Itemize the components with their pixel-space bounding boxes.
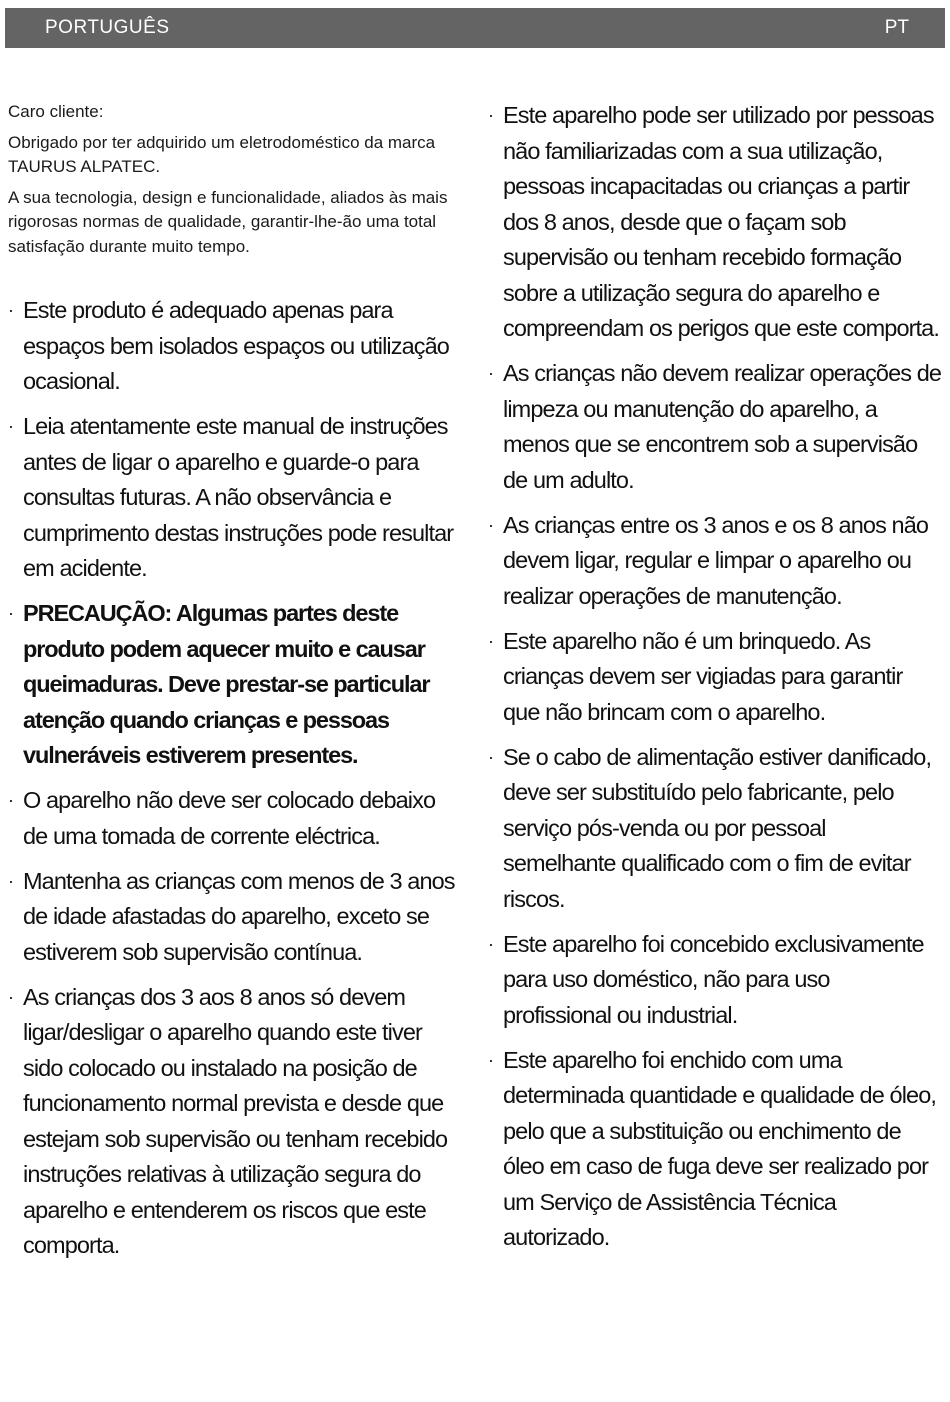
safety-list-right — [488, 98, 943, 1256]
safety-item-text: Este aparelho foi concebido exclusivamente para uso doméstico, não para uso profissional ou industrial. — [503, 930, 924, 1028]
bullet-icon: · — [488, 1049, 494, 1070]
safety-item — [488, 1043, 943, 1256]
safety-item — [488, 356, 943, 498]
bullet-icon: · — [488, 105, 494, 125]
bullet-icon: · — [8, 603, 13, 623]
safety-item — [488, 740, 943, 918]
language-code: PT — [884, 17, 909, 38]
right-column — [488, 98, 943, 1265]
safety-item — [8, 409, 460, 587]
language-label: PORTUGUÊS — [45, 17, 170, 38]
safety-item-warning — [8, 596, 460, 774]
safety-item — [488, 624, 943, 731]
safety-item — [8, 980, 460, 1264]
safety-item — [488, 98, 943, 347]
bullet-icon: · — [488, 630, 494, 651]
intro-section — [8, 100, 460, 259]
safety-item-text: Mantenha as crianças com menos de 3 anos de idade afastadas do aparelho, exceto se estiverem sob supervisão contínua. — [23, 867, 455, 965]
intro-paragraph-1: Obrigado por ter adquirido um eletrodoméstico da marca TAURUS ALPATEC. — [8, 132, 436, 176]
safety-item-text: Este aparelho não é um brinquedo. As crianças devem ser vigiadas para garantir que não brincam com o aparelho. — [503, 627, 903, 725]
safety-item-text: O aparelho não deve ser colocado debaixo de uma tomada de corrente eléctrica. — [23, 787, 436, 849]
bullet-icon: · — [488, 514, 494, 535]
bullet-icon: · — [8, 790, 14, 810]
safety-item — [488, 508, 943, 615]
bullet-icon: · — [8, 300, 14, 320]
safety-item-text: As crianças entre os 3 anos e os 8 anos não devem ligar, regular e limpar o aparelho ou realizar operações de manutenção. — [503, 511, 929, 609]
safety-item — [8, 293, 460, 400]
page-header-bar — [5, 8, 945, 48]
safety-item-text: Este aparelho foi enchido com uma determinada quantidade e qualidade de óleo, pelo que a substituição ou enchimento de óleo em caso de fuga deve ser realizado por um Serviço de Assistência Técnica autorizado. — [503, 1046, 936, 1250]
left-column — [8, 100, 460, 1273]
intro-paragraph-2: A sua tecnologia, design e funcionalidade, aliados às mais rigorosas normas de qualidade, garantir-lhe-ão uma total satisfação durante muito tempo. — [8, 187, 448, 256]
intro-greeting: Caro cliente: — [8, 102, 104, 121]
safety-item — [8, 783, 460, 854]
bullet-icon: · — [488, 933, 494, 954]
safety-item-text: Leia atentamente este manual de instruções antes de ligar o aparelho e guarde-o para consultas futuras. A não observância e cumprimento destas instruções pode resultar em acidente. — [23, 413, 454, 581]
safety-item — [488, 927, 943, 1034]
safety-item-text: Este produto é adequado apenas para espaços bem isolados espaços ou utilização ocasional. — [23, 297, 449, 394]
safety-item-text: As crianças não devem realizar operações de limpeza ou manutenção do aparelho, a menos que se encontrem sob a supervisão de um adulto. — [503, 360, 942, 493]
bullet-icon: · — [8, 416, 14, 436]
bullet-icon: · — [8, 870, 14, 891]
safety-item-text: As crianças dos 3 aos 8 anos só devem ligar/desligar o aparelho quando este tiver sido colocado ou instalado na posição de funcionamento normal prevista e desde que estejam sob supervisão ou tenham recebido instruções relativas à utilização segura do aparelho e entenderem os riscos que este comporta. — [23, 983, 448, 1258]
safety-item-text: Este aparelho pode ser utilizado por pessoas não familiarizadas com a sua utilização, pessoas incapacitadas ou crianças a partir dos 8 anos, desde que o façam sob supervisão ou tenham recebido formação sobre a utilização segura do aparelho e compreendam os perigos que este comporta. — [503, 102, 939, 341]
safety-item-text: Se o cabo de alimentação estiver danificado, deve ser substituído pelo fabricante, pelo serviço pós-venda ou por pessoal semelhante qualificado com o fim de evitar riscos. — [503, 743, 932, 912]
bullet-icon: · — [488, 363, 494, 383]
safety-item-text: PRECAUÇÃO: Algumas partes deste produto podem aquecer muito e causar queimaduras. Deve prestar-se particular atenção quando crianças e pessoas vulneráveis estiverem presentes. — [23, 600, 430, 768]
bullet-icon: · — [8, 986, 14, 1007]
safety-item — [8, 864, 460, 971]
bullet-icon: · — [488, 746, 494, 767]
safety-list-left — [8, 293, 460, 1264]
